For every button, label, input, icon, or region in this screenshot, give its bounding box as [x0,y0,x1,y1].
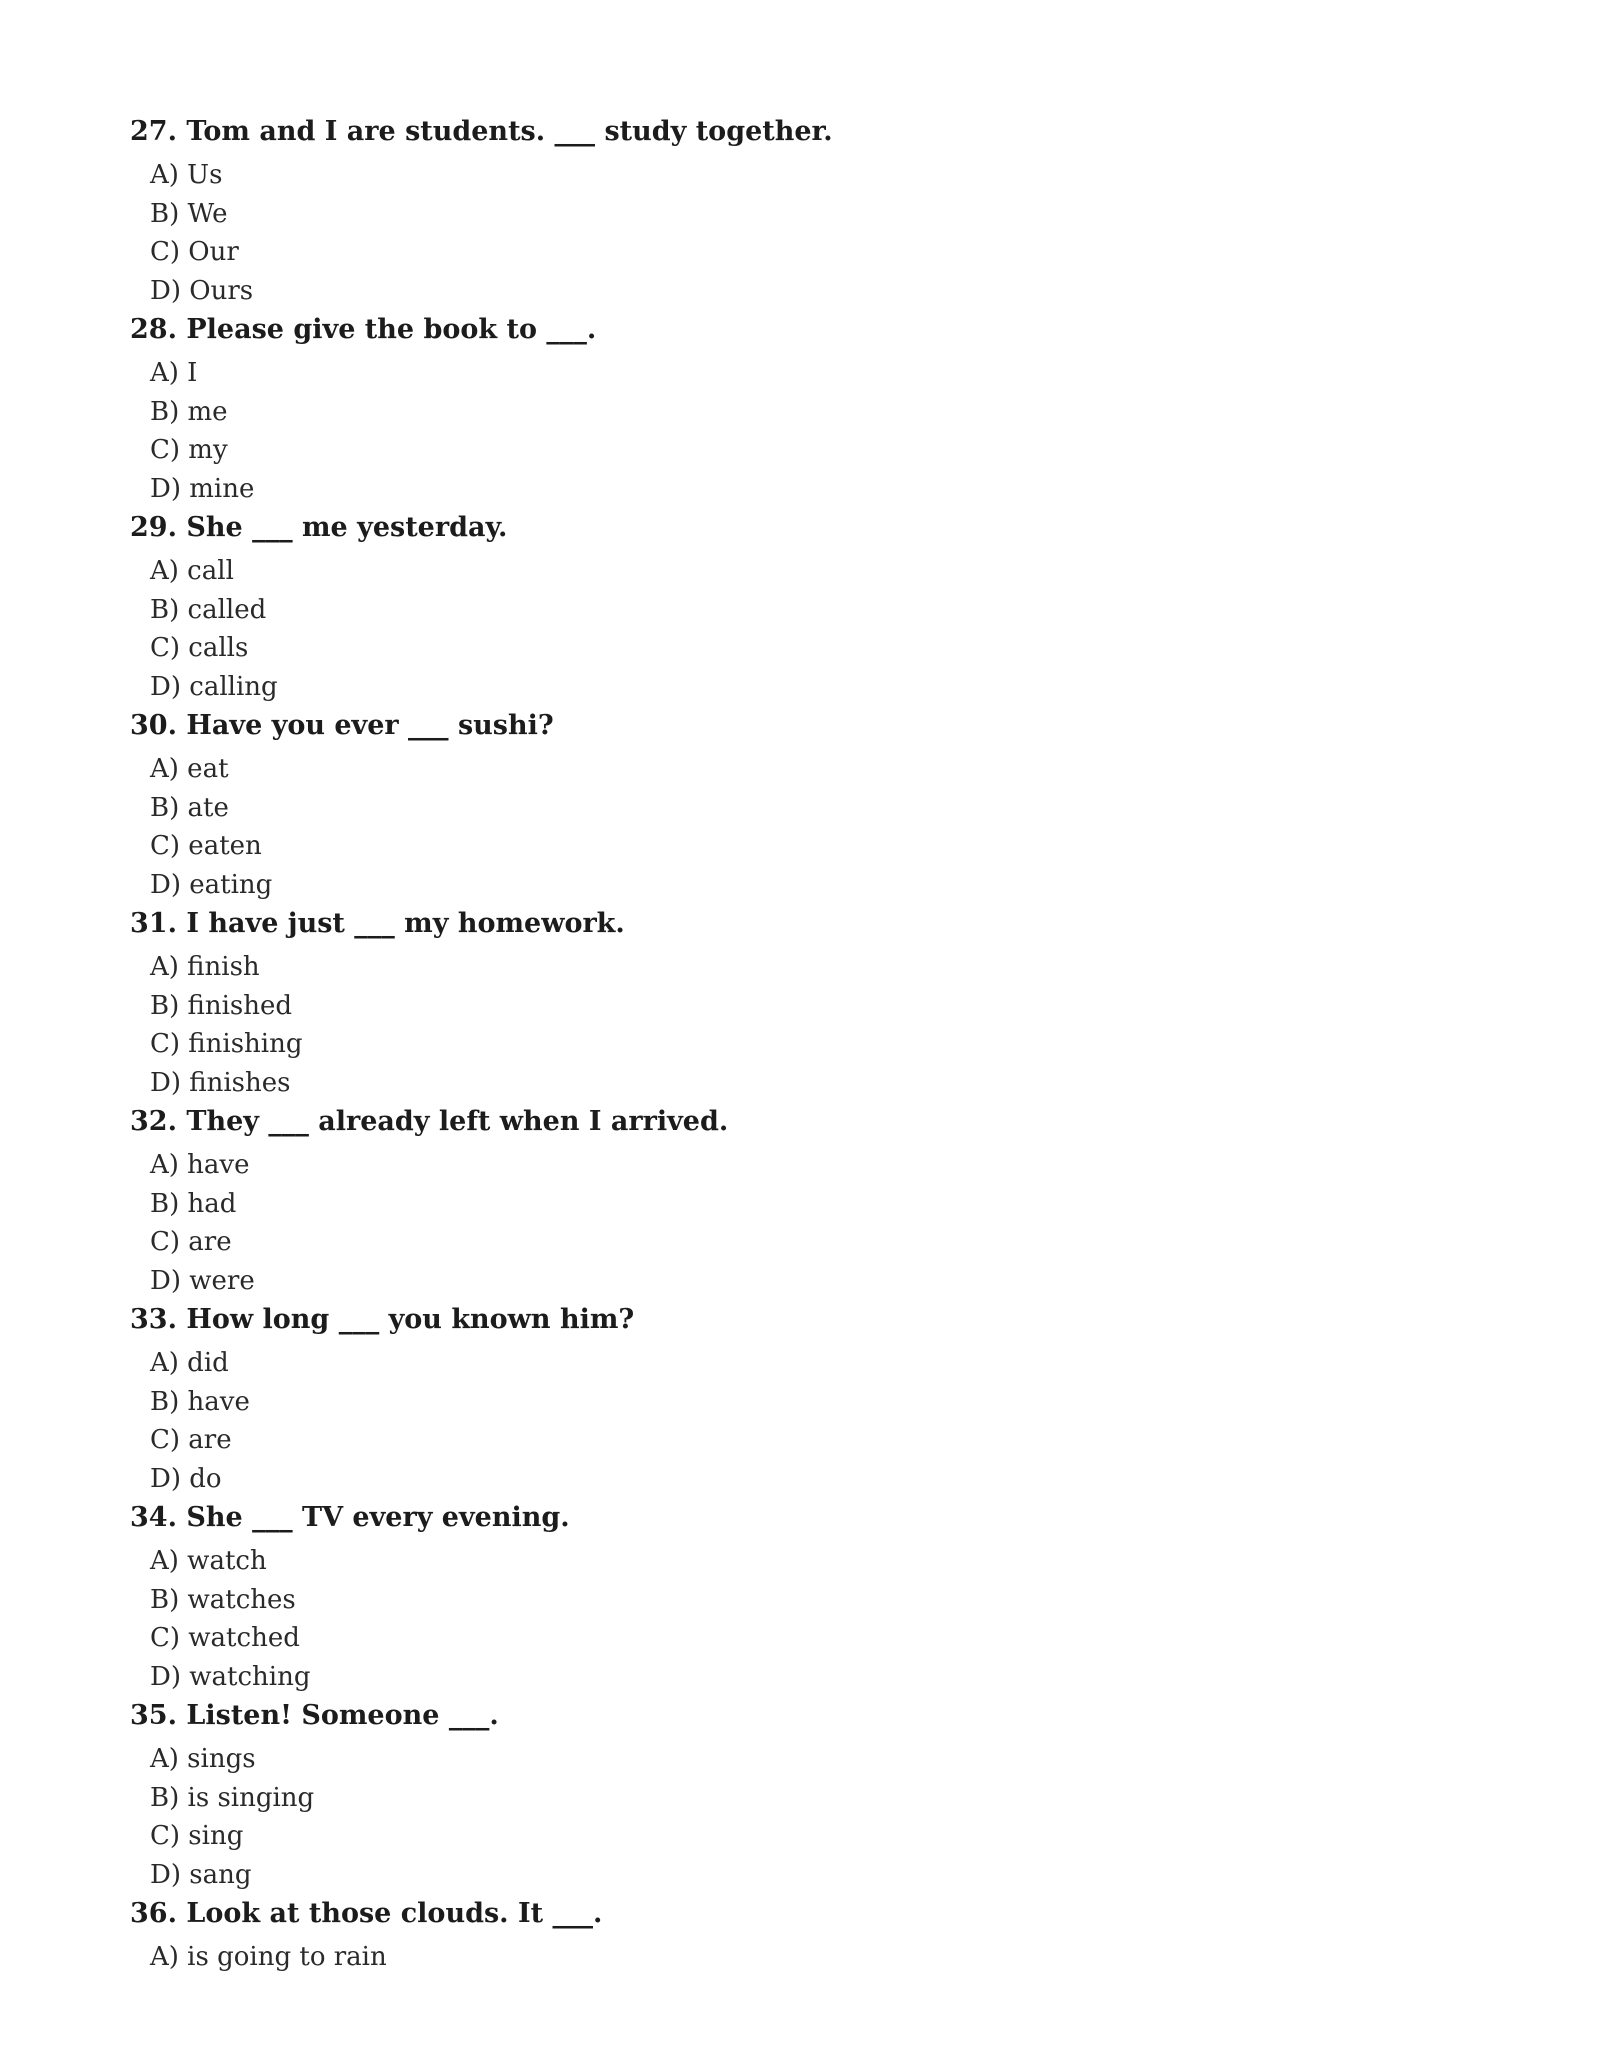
answer-options [130,1146,1430,1300]
question-title: 31. I have just ___ my homework. [130,908,625,939]
answer-option: A) is going to rain [150,1942,387,1972]
answer-options [130,354,1430,508]
answer-option: B) called [150,594,267,625]
answer-option: B) We [150,198,228,229]
question-title: 29. She ___ me yesterday. [130,512,508,543]
answer-options [130,948,1430,1102]
answer-option: D) calling [150,671,278,702]
answer-option: C) my [150,435,228,465]
answer-options [130,1740,1430,1894]
question-28 [130,310,1430,508]
question-title: 36. Look at those clouds. It ___. [130,1898,603,1929]
answer-option: C) finishing [150,1029,303,1059]
quiz-question-list [130,112,1430,1977]
answer-option: D) finishes [150,1067,291,1098]
answer-option: B) me [150,396,228,427]
answer-option: A) watch [150,1546,267,1576]
answer-option: B) have [150,1386,250,1417]
answer-option: B) had [150,1188,237,1219]
question-29 [130,508,1430,706]
answer-option: C) are [150,1227,232,1257]
answer-option: A) did [150,1348,229,1378]
answer-option: A) Us [150,160,223,190]
answer-option: A) sings [150,1744,256,1774]
answer-option: D) watching [150,1661,311,1692]
answer-option: C) Our [150,237,239,267]
answer-options [130,750,1430,904]
answer-options [130,1938,1430,1977]
answer-option: C) watched [150,1623,300,1653]
question-30 [130,706,1430,904]
answer-option: B) watches [150,1584,296,1615]
answer-option: D) sang [150,1859,252,1890]
answer-option: C) calls [150,633,249,663]
answer-option: C) eaten [150,831,262,861]
question-35 [130,1696,1430,1894]
answer-option: A) call [150,556,234,586]
answer-option: B) finished [150,990,293,1021]
answer-options [130,1344,1430,1498]
answer-option: C) are [150,1425,232,1455]
answer-options [130,156,1430,310]
question-title: 28. Please give the book to ___. [130,314,597,345]
answer-option: D) eating [150,869,273,900]
question-title: 35. Listen! Someone ___. [130,1700,499,1731]
answer-option: D) Ours [150,275,254,306]
answer-options [130,552,1430,706]
answer-options [130,1542,1430,1696]
answer-option: A) have [150,1150,250,1180]
question-33 [130,1300,1430,1498]
answer-option: B) is singing [150,1782,315,1813]
question-34 [130,1498,1430,1696]
answer-option: D) mine [150,473,255,504]
question-32 [130,1102,1430,1300]
question-27 [130,112,1430,310]
answer-option: C) sing [150,1821,244,1851]
question-31 [130,904,1430,1102]
question-title: 33. How long ___ you known him? [130,1304,635,1335]
answer-option: A) eat [150,754,229,784]
question-title: 30. Have you ever ___ sushi? [130,710,554,741]
answer-option: D) do [150,1463,222,1494]
question-36 [130,1894,1430,1977]
question-title: 34. She ___ TV every evening. [130,1502,570,1533]
answer-option: A) finish [150,952,260,982]
answer-option: D) were [150,1265,255,1296]
question-title: 32. They ___ already left when I arrived. [130,1106,729,1137]
answer-option: A) I [150,358,198,388]
question-title: 27. Tom and I are students. ___ study together. [130,116,833,147]
answer-option: B) ate [150,792,229,823]
